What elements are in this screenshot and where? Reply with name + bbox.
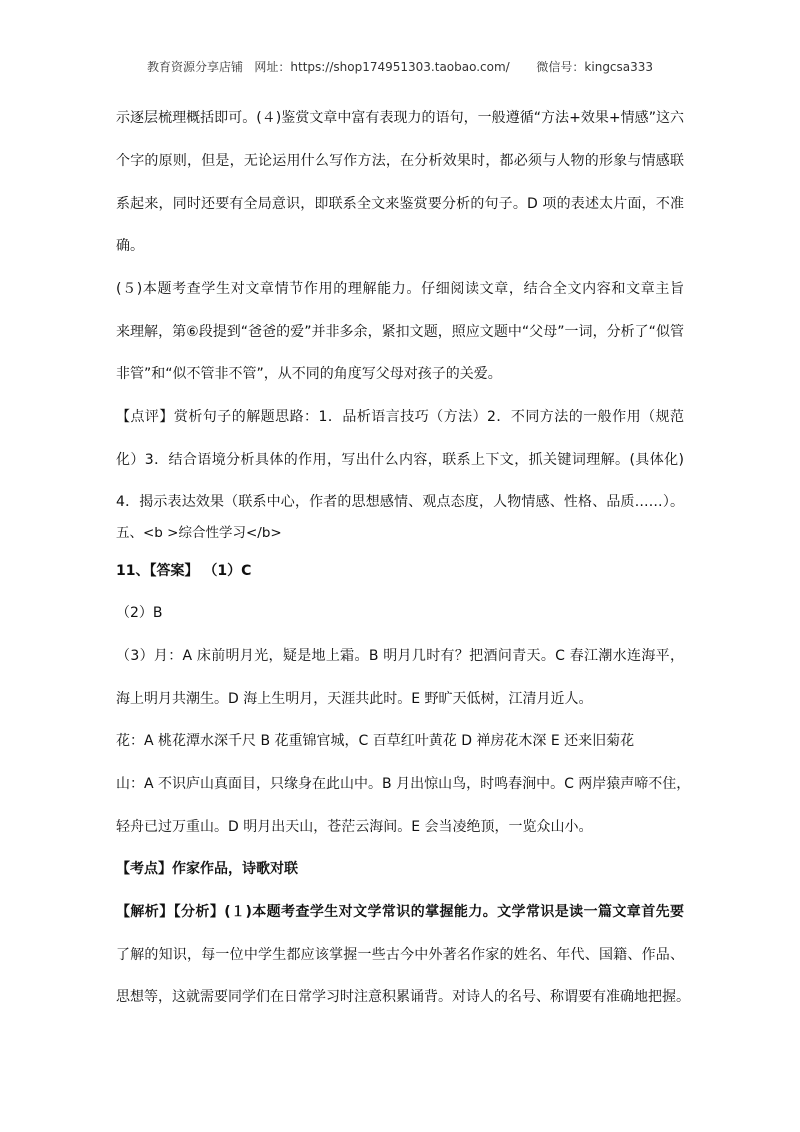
commentary-line: 【点评】赏析句子的解题思路：1．品析语言技巧（方法）2．不同方法的一般作用（规范 (116, 409, 684, 425)
text-line: 示逐层梳理概括即可。(４)鉴赏文章中富有表现力的语句，一般遵循“方法+效果+情感”这六 (116, 110, 684, 126)
text-line: 个字的原则，但是，无论运用什么写作方法，在分析效果时，都必须与人物的形象与情感联 (116, 153, 684, 169)
section-heading: 五、<b >综合性学习</b> (116, 525, 282, 541)
answer-heading: 11、【答案】 （1）C (116, 563, 252, 579)
text-line: 来理解，第⑥段提到“爸爸的爱”并非多余，紧扣文题，照应文题中“父母”一词，分析了“似管 (116, 324, 684, 340)
text-line: 了解的知识，每一位中学生都应该掌握一些古今中外著名作家的姓名、年代、国籍、作品、 (116, 947, 684, 963)
text-line: （3）月：A 床前明月光，疑是地上霜。B 明月几时有？把酒问青天。C 春江潮水连海平， (116, 648, 684, 664)
analysis-line: 【解析】【分析】(１)本题考查学生对文学常识的掌握能力。文学常识是读一篇文章首先要 (116, 904, 684, 920)
text-line: 确。 (116, 238, 144, 254)
text-line: 4．揭示表达效果（联系中心，作者的思想感情、观点态度，人物情感、性格、品质……）。 (116, 494, 684, 510)
test-point-line: 【考点】作家作品，诗歌对联 (116, 861, 298, 877)
text-line: 山：A 不识庐山真面目，只缘身在此山中。B 月出惊山鸟，时鸣春涧中。C 两岸猿声啼不住， (116, 776, 691, 792)
text-line: 花：A 桃花潭水深千尺 B 花重锦官城，C 百草红叶黄花 D 禅房花木深 E 还来旧菊花 (116, 733, 635, 749)
text-line: 系起来，同时还要有全局意识，即联系全文来鉴赏要分析的句子。D 项的表述太片面，不准 (116, 196, 684, 212)
text-line: （2）B (116, 605, 163, 621)
text-line: 轻舟已过万重山。D 明月出天山，苍茫云海间。E 会当凌绝顶，一览众山小。 (116, 819, 593, 835)
page-header: 教育资源分享店铺 网址：https://shop174951303.taobao.com/ 微信号：kingcsa333 (146, 60, 654, 74)
text-line: (５)本题考查学生对文章情节作用的理解能力。仔细阅读文章，结合全文内容和文章主旨 (116, 281, 684, 297)
text-line: 思想等，这就需要同学们在日常学习时注意积累诵背。对诗人的名号、称谓要有准确地把握。 (116, 989, 690, 1005)
text-line: 非管”和“似不管非不管”，从不同的角度写父母对孩子的关爱。 (116, 366, 502, 382)
text-line: 海上明月共潮生。D 海上生明月，天涯共此时。E 野旷天低树，江清月近人。 (116, 691, 593, 707)
text-line: 化）3．结合语境分析具体的作用，写出什么内容，联系上下文，抓关键词理解。(具体化) (116, 452, 684, 468)
